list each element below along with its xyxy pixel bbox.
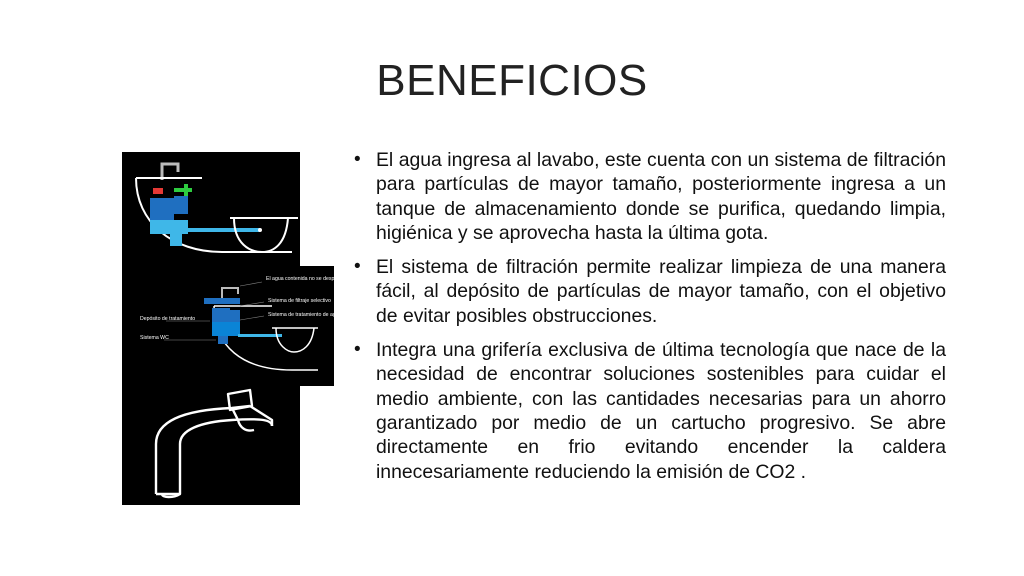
labeled-system-diagram-image xyxy=(122,266,350,386)
bullet-icon: • xyxy=(354,339,361,361)
faucet-drawing-image xyxy=(122,386,300,505)
benefits-list xyxy=(352,148,946,494)
label-filtraje: Sistema de filtraje selectivo xyxy=(268,298,331,304)
label-wc: Sistema WC xyxy=(140,335,169,341)
bullet-icon: • xyxy=(354,149,361,170)
label-deposito: Depósito de tratamiento xyxy=(140,316,196,322)
bullet-text: Integra una grifería exclusiva de última tecnología que nace de la necesidad de encontrar soluciones sostenibles para cuidar el medio ambiente, con las cantidades necesarias para un ahorro garantizado por medio de un cartucho progresivo. Se abre directamente en frio evitando encender la caldera innecesariamente reduciendo la emisión de CO2 . xyxy=(376,339,946,483)
sink-toilet-diagram xyxy=(122,152,300,266)
label-agua-contenida: El agua contenida no se desperdicia xyxy=(266,276,350,282)
labeled-system-diagram xyxy=(122,266,350,386)
sink-toilet-diagram-image xyxy=(122,152,300,266)
bullet-text: El sistema de filtración permite realizar limpieza de una manera fácil, al depósito de partículas de mayor tamaño, con el objetivo de evitar posibles obstrucciones. xyxy=(376,256,946,327)
bullet-item xyxy=(352,338,946,484)
faucet-drawing xyxy=(122,386,300,505)
bullet-icon: • xyxy=(354,256,361,278)
label-tratamiento: Sistema de tratamiento de agua xyxy=(268,312,342,318)
slide-title: BENEFICIOS xyxy=(376,56,648,105)
bullet-item xyxy=(352,148,946,245)
bullet-item xyxy=(352,255,946,328)
bullet-text: El agua ingresa al lavabo, este cuenta con un sistema de filtración para partículas de mayor tamaño, posteriormente ingresa a un tanque de almacenamiento donde se purifica, quedando limpia, higiénica y se aprovecha hasta la última gota. xyxy=(376,149,946,244)
